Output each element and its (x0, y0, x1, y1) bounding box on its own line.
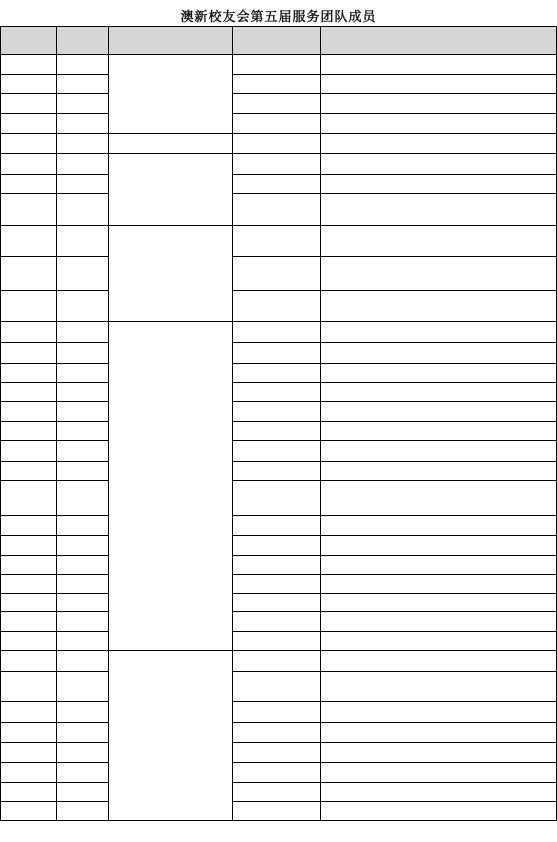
member-name (232, 742, 320, 762)
row-sub-seq (56, 225, 108, 256)
member-name (232, 421, 320, 440)
member-name (232, 480, 320, 515)
header-course (320, 26, 556, 54)
member-course (320, 782, 556, 801)
row-sub-seq (56, 762, 108, 782)
row-total-seq (0, 225, 56, 256)
member-name (232, 342, 320, 363)
member-course (320, 574, 556, 593)
member-course (320, 440, 556, 461)
row-sub-seq (56, 611, 108, 631)
member-name (232, 54, 320, 74)
role-cell (108, 321, 232, 650)
members-table (0, 26, 557, 820)
row-total-seq (0, 153, 56, 174)
row-sub-seq (56, 671, 108, 701)
member-course (320, 742, 556, 762)
row-sub-seq (56, 701, 108, 722)
member-course (320, 701, 556, 722)
member-course (320, 290, 556, 321)
row-sub-seq (56, 193, 108, 225)
row-total-seq (0, 133, 56, 153)
row-total-seq (0, 631, 56, 650)
row-total-seq (0, 256, 56, 290)
row-total-seq (0, 555, 56, 574)
member-course (320, 555, 556, 574)
row-sub-seq (56, 535, 108, 555)
member-course (320, 342, 556, 363)
row-sub-seq (56, 440, 108, 461)
member-course (320, 133, 556, 153)
row-total-seq (0, 650, 56, 671)
member-name (232, 782, 320, 801)
row-sub-seq (56, 54, 108, 74)
role-cell (108, 153, 232, 225)
row-sub-seq (56, 742, 108, 762)
row-total-seq (0, 722, 56, 742)
row-total-seq (0, 342, 56, 363)
row-sub-seq (56, 480, 108, 515)
row-total-seq (0, 193, 56, 225)
row-sub-seq (56, 574, 108, 593)
row-total-seq (0, 593, 56, 611)
member-name (232, 256, 320, 290)
header-role (108, 26, 232, 54)
member-name (232, 440, 320, 461)
member-course (320, 461, 556, 480)
row-total-seq (0, 74, 56, 93)
member-course (320, 480, 556, 515)
row-sub-seq (56, 650, 108, 671)
member-name (232, 801, 320, 820)
member-name (232, 593, 320, 611)
row-total-seq (0, 480, 56, 515)
document-title: 澳新校友会第五届服务团队成员 (180, 10, 377, 25)
row-sub-seq (56, 113, 108, 133)
member-course (320, 74, 556, 93)
row-total-seq (0, 363, 56, 382)
row-total-seq (0, 401, 56, 421)
row-total-seq (0, 574, 56, 593)
member-name (232, 762, 320, 782)
role-cell (108, 54, 232, 133)
member-name (232, 535, 320, 555)
row-sub-seq (56, 321, 108, 342)
member-name (232, 555, 320, 574)
row-sub-seq (56, 515, 108, 535)
row-sub-seq (56, 290, 108, 321)
member-name (232, 133, 320, 153)
row-sub-seq (56, 342, 108, 363)
member-name (232, 113, 320, 133)
member-name (232, 382, 320, 401)
row-total-seq (0, 461, 56, 480)
member-course (320, 801, 556, 820)
member-course (320, 593, 556, 611)
row-total-seq (0, 515, 56, 535)
row-sub-seq (56, 133, 108, 153)
row-sub-seq (56, 593, 108, 611)
row-total-seq (0, 611, 56, 631)
member-name (232, 461, 320, 480)
member-course (320, 631, 556, 650)
member-name (232, 515, 320, 535)
member-name (232, 93, 320, 113)
member-course (320, 515, 556, 535)
row-sub-seq (56, 174, 108, 193)
role-cell (108, 225, 232, 321)
member-name (232, 701, 320, 722)
member-name (232, 193, 320, 225)
member-course (320, 401, 556, 421)
member-course (320, 535, 556, 555)
member-name (232, 631, 320, 650)
member-name (232, 671, 320, 701)
row-sub-seq (56, 93, 108, 113)
member-course (320, 611, 556, 631)
member-course (320, 363, 556, 382)
row-total-seq (0, 93, 56, 113)
member-name (232, 290, 320, 321)
member-course (320, 93, 556, 113)
member-course (320, 650, 556, 671)
role-cell (108, 133, 232, 153)
member-course (320, 382, 556, 401)
member-name (232, 574, 320, 593)
row-total-seq (0, 782, 56, 801)
row-total-seq (0, 174, 56, 193)
row-total-seq (0, 742, 56, 762)
row-total-seq (0, 421, 56, 440)
row-sub-seq (56, 782, 108, 801)
row-sub-seq (56, 421, 108, 440)
row-total-seq (0, 762, 56, 782)
row-sub-seq (56, 153, 108, 174)
row-sub-seq (56, 631, 108, 650)
role-cell (108, 650, 232, 820)
member-name (232, 401, 320, 421)
member-course (320, 321, 556, 342)
row-sub-seq (56, 401, 108, 421)
member-name (232, 153, 320, 174)
member-course (320, 256, 556, 290)
row-sub-seq (56, 461, 108, 480)
row-total-seq (0, 671, 56, 701)
member-course (320, 174, 556, 193)
row-sub-seq (56, 722, 108, 742)
row-sub-seq (56, 555, 108, 574)
row-total-seq (0, 290, 56, 321)
row-sub-seq (56, 382, 108, 401)
header-total-seq (0, 26, 56, 54)
member-name (232, 174, 320, 193)
row-sub-seq (56, 256, 108, 290)
member-course (320, 153, 556, 174)
member-course (320, 671, 556, 701)
member-course (320, 225, 556, 256)
member-name (232, 74, 320, 93)
member-name (232, 363, 320, 382)
row-total-seq (0, 54, 56, 74)
row-total-seq (0, 701, 56, 722)
member-course (320, 113, 556, 133)
row-total-seq (0, 321, 56, 342)
member-course (320, 421, 556, 440)
member-course (320, 762, 556, 782)
row-total-seq (0, 113, 56, 133)
member-name (232, 650, 320, 671)
row-total-seq (0, 801, 56, 820)
row-total-seq (0, 382, 56, 401)
member-name (232, 722, 320, 742)
row-sub-seq (56, 801, 108, 820)
member-course (320, 722, 556, 742)
member-name (232, 225, 320, 256)
member-course (320, 54, 556, 74)
member-name (232, 611, 320, 631)
header-name (232, 26, 320, 54)
member-name (232, 321, 320, 342)
row-total-seq (0, 440, 56, 461)
row-sub-seq (56, 363, 108, 382)
row-total-seq (0, 535, 56, 555)
header-sub-seq (56, 26, 108, 54)
row-sub-seq (56, 74, 108, 93)
member-course (320, 193, 556, 225)
